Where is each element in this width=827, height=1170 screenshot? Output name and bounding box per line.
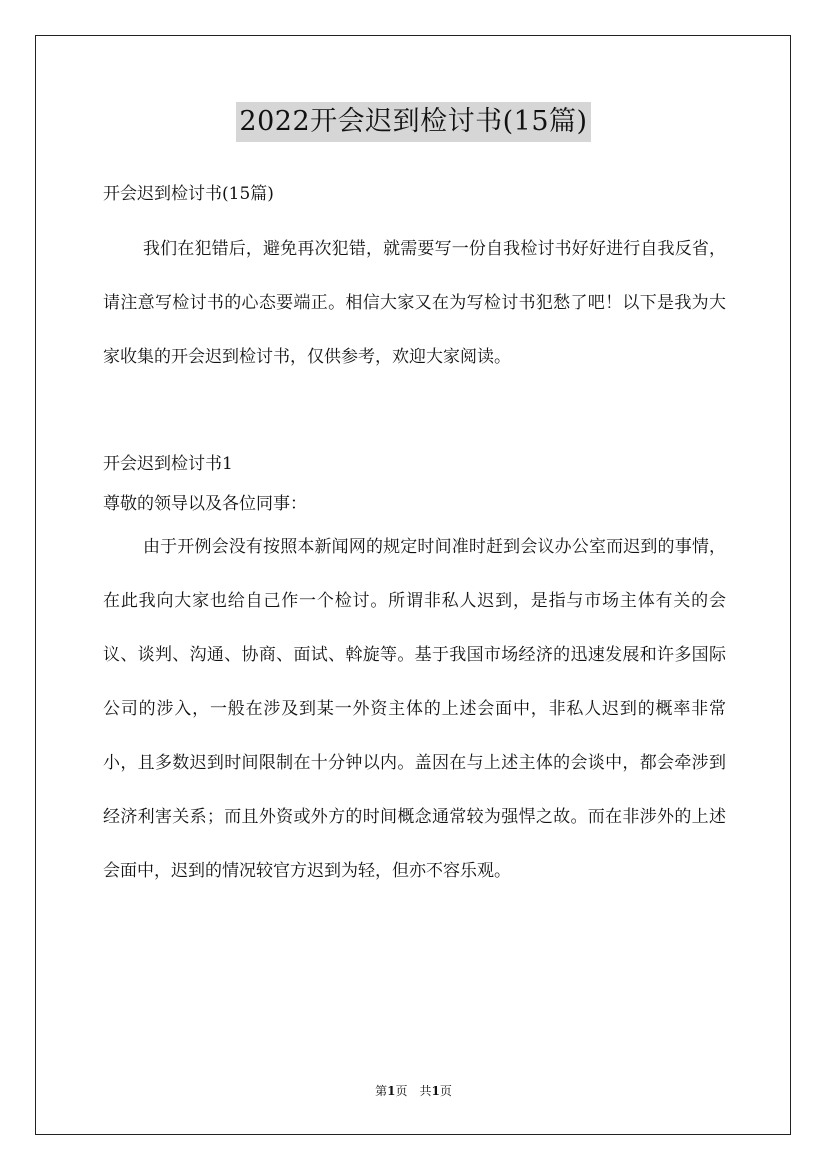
page-suffix: 页 [439,1084,452,1098]
salutation: 尊敬的领导以及各位同事： [103,494,307,514]
document-body [103,176,726,898]
title-container [0,102,827,142]
document-subtitle: 开会迟到检讨书(15篇) [103,184,274,204]
page-mid: 页 共 [395,1084,432,1098]
section-heading: 开会迟到检讨书1 [103,454,233,474]
body-paragraph: 由于开例会没有按照本新闻网的规定时间准时赶到会议办公室而迟到的事情，在此我向大家也给自己作一个检讨。所谓非私人迟到，是指与市场主体有关的会议、谈判、沟通、协商、面试、斡旋等。基于我国市场经济的迅速发展和许多国际公司的涉入，一般在涉及到某一外资主体的上述会面中，非私人迟到的概率非常小，且多数迟到时间限制在十分钟以内。盖因在与上述主体的会谈中，都会牵涉到经济利害关系；而且外资或外方的时间概念通常较为强悍之故。而在非涉外的上述会面中，迟到的情况较官方迟到为轻，但亦不容乐观。 [103,537,726,881]
intro-paragraph: 我们在犯错后，避免再次犯错，就需要写一份自我检讨书好好进行自我反省，请注意写检讨书的心态要端正。相信大家又在为写检讨书犯愁了吧！以下是我为大家收集的开会迟到检讨书，仅供参考，欢迎大家阅读。 [103,239,726,367]
page-footer [0,1082,827,1100]
page-total: 1 [431,1084,440,1098]
page-current: 1 [387,1084,396,1098]
document-title: 2022开会迟到检讨书(15篇) [236,102,590,142]
page-prefix: 第 [375,1084,388,1098]
